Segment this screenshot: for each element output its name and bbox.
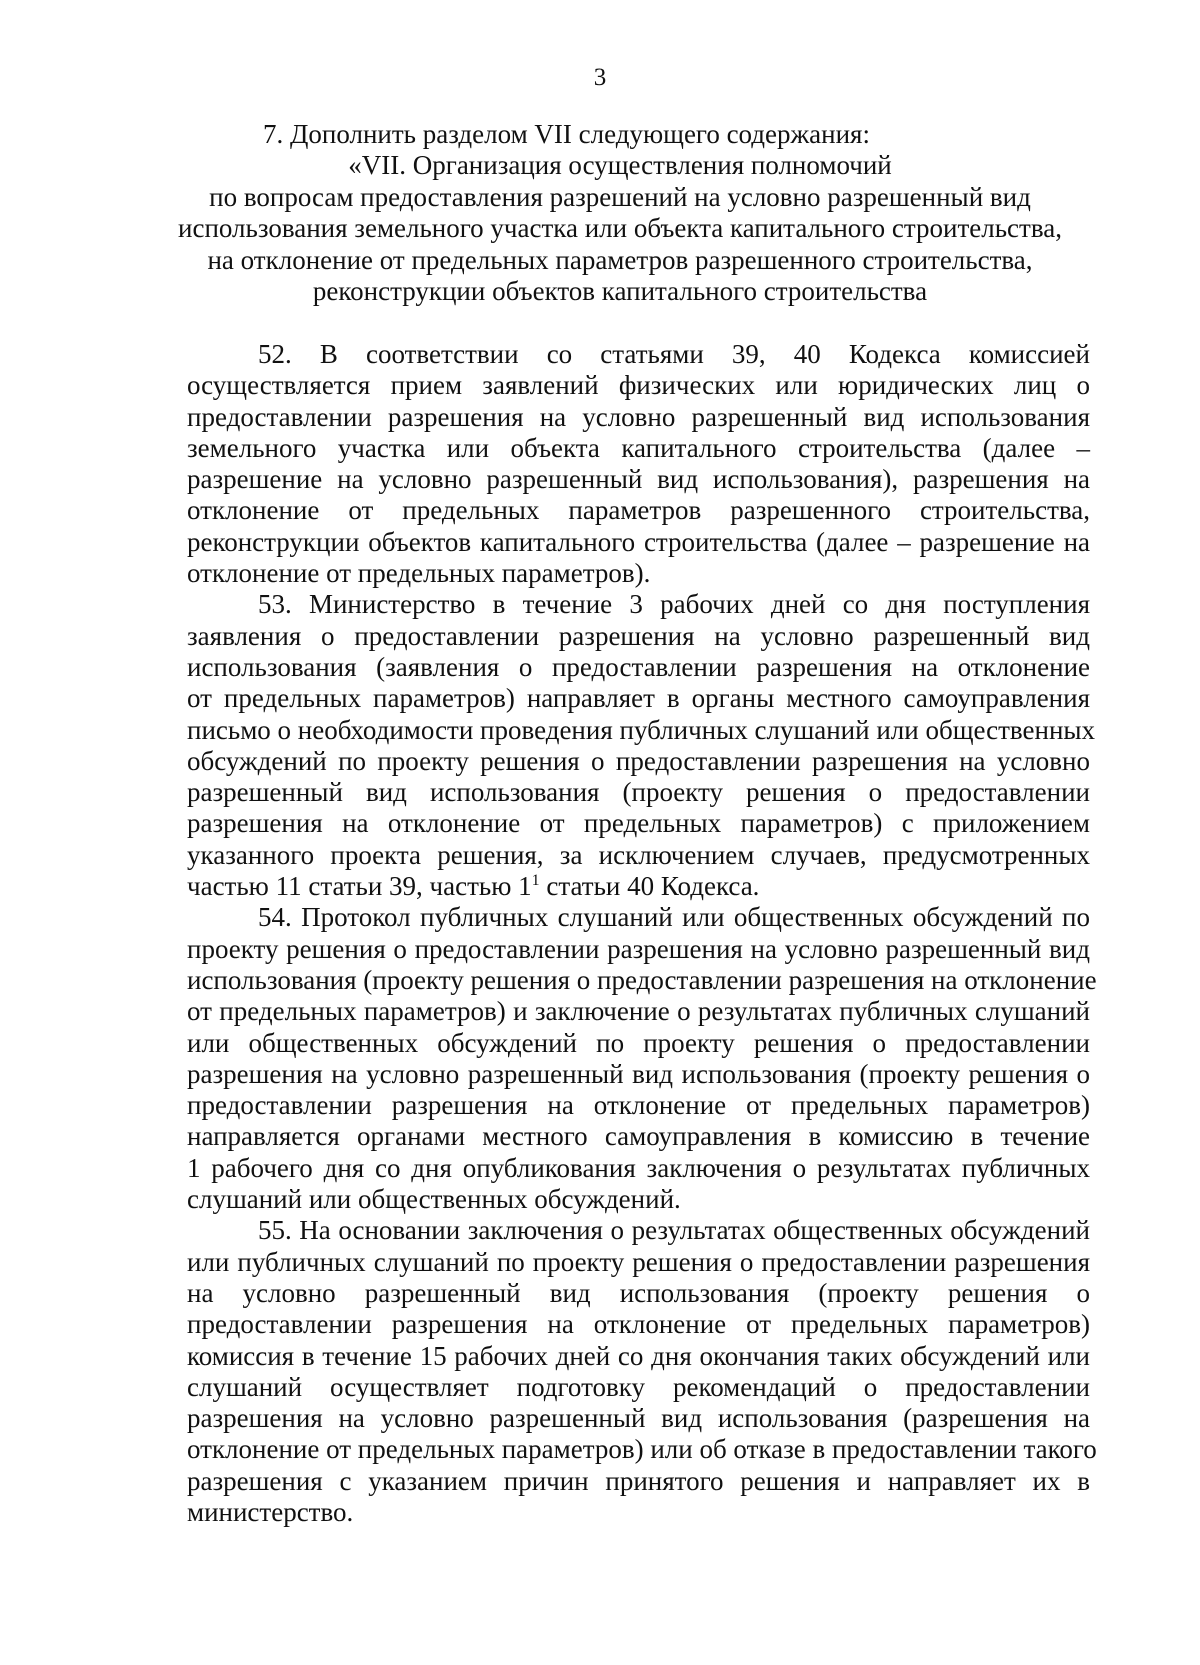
text-line: предоставлении разрешения на отклонение от предельных параметров) <box>187 1309 1090 1340</box>
amendment-intro: 7. Дополнить разделом VII следующего содержания: <box>263 119 870 149</box>
section-heading-line: по вопросам предоставления разрешений на условно разрешенный вид <box>209 181 1031 212</box>
text-line: предоставлении разрешения на условно разрешенный вид использования <box>187 401 1090 432</box>
text-line: от предельных параметров) направляет в органы местного самоуправления <box>187 683 1090 714</box>
text-line: 55. На основании заключения о результатах общественных обсуждений <box>258 1215 1090 1246</box>
text-line: направляется органами местного самоуправления в комиссию в течение <box>187 1121 1090 1152</box>
text-line: слушаний или общественных обсуждений. <box>187 1184 681 1215</box>
paragraph-53 <box>187 589 1096 902</box>
section-heading <box>150 150 1090 308</box>
section-heading-line: использования земельного участка или объекта капитального строительства, <box>178 213 1062 243</box>
text-line-part: статьи 40 Кодекса. <box>539 871 760 902</box>
text-line: 1 рабочего дня со дня опубликования заключения о результатах публичных <box>187 1152 1090 1183</box>
text-line: или общественных обсуждений по проекту решения о предоставлении <box>187 1027 1090 1058</box>
text-line: разрешения на условно разрешенный вид использования (проекту решения о <box>187 1058 1090 1089</box>
page-number: 3 <box>593 64 607 91</box>
text-line-part: частью 11 статьи 39, частью 1 <box>187 871 532 902</box>
text-line: отклонение от предельных параметров) или об отказе в предоставлении такого <box>187 1434 1097 1465</box>
section-heading-line: «VII. Организация осуществления полномочий <box>348 150 892 180</box>
text-line: использования (заявления о предоставлении разрешения на отклонение <box>187 651 1090 682</box>
paragraph-52 <box>187 339 1090 589</box>
paragraph-55 <box>187 1215 1097 1528</box>
text-line: разрешения на отклонение от предельных параметров) с приложением <box>187 808 1090 839</box>
text-line: земельного участка или объекта капитального строительства (далее – <box>187 432 1090 463</box>
text-line: слушаний осуществляет подготовку рекомендаций о предоставлении <box>187 1371 1090 1402</box>
text-line: 53. Министерство в течение 3 рабочих дней со дня поступления <box>258 589 1090 620</box>
text-line: заявления о предоставлении разрешения на условно разрешенный вид <box>187 620 1090 651</box>
text-line: разрешение на условно разрешенный вид использования), разрешения на <box>187 464 1090 495</box>
text-line: или публичных слушаний по проекту решения о предоставлении разрешения <box>187 1246 1090 1277</box>
text-line: от предельных параметров) и заключение о результатах публичных слушаний <box>187 996 1090 1027</box>
text-line <box>187 871 1090 902</box>
text-line: отклонение от предельных параметров разрешенного строительства, <box>187 495 1090 526</box>
text-line: проекту решения о предоставлении разрешения на условно разрешенный вид <box>187 933 1090 964</box>
text-line: осуществляется прием заявлений физических или юридических лиц о <box>187 370 1090 401</box>
text-line: предоставлении разрешения на отклонение от предельных параметров) <box>187 1090 1090 1121</box>
text-line: указанного проекта решения, за исключением случаев, предусмотренных <box>187 839 1090 870</box>
text-line: 54. Протокол публичных слушаний или общественных обсуждений по <box>258 902 1090 933</box>
section-heading-line: реконструкции объектов капитального строительства <box>312 276 928 306</box>
text-line: разрешения на условно разрешенный вид использования (разрешения на <box>187 1403 1090 1434</box>
text-line: реконструкции объектов капитального строительства (далее – разрешение на <box>187 526 1090 557</box>
text-line: разрешенный вид использования (проекту решения о предоставлении <box>187 777 1090 808</box>
section-heading-line: на отклонение от предельных параметров разрешенного строительства, <box>207 244 1033 275</box>
text-line: 52. В соответствии со статьями 39, 40 Кодекса комиссией <box>258 339 1090 369</box>
text-line: министерство. <box>187 1496 354 1527</box>
text-line: разрешения с указанием причин принятого решения и направляет их в <box>187 1465 1090 1496</box>
text-line: использования (проекту решения о предоставлении разрешения на отклонение <box>187 964 1097 995</box>
document-body <box>187 339 1097 1528</box>
text-line: отклонение от предельных параметров). <box>187 558 651 589</box>
paragraph-54 <box>187 902 1097 1215</box>
superscript-index: 1 <box>531 872 540 890</box>
text-line: на условно разрешенный вид использования (проекту решения о <box>187 1277 1090 1308</box>
text-line: комиссия в течение 15 рабочих дней со дня окончания таких обсуждений или <box>187 1340 1090 1371</box>
text-line: обсуждений по проекту решения о предоставлении разрешения на условно <box>187 745 1090 776</box>
text-line: письмо о необходимости проведения публичных слушаний или общественных <box>187 714 1096 745</box>
